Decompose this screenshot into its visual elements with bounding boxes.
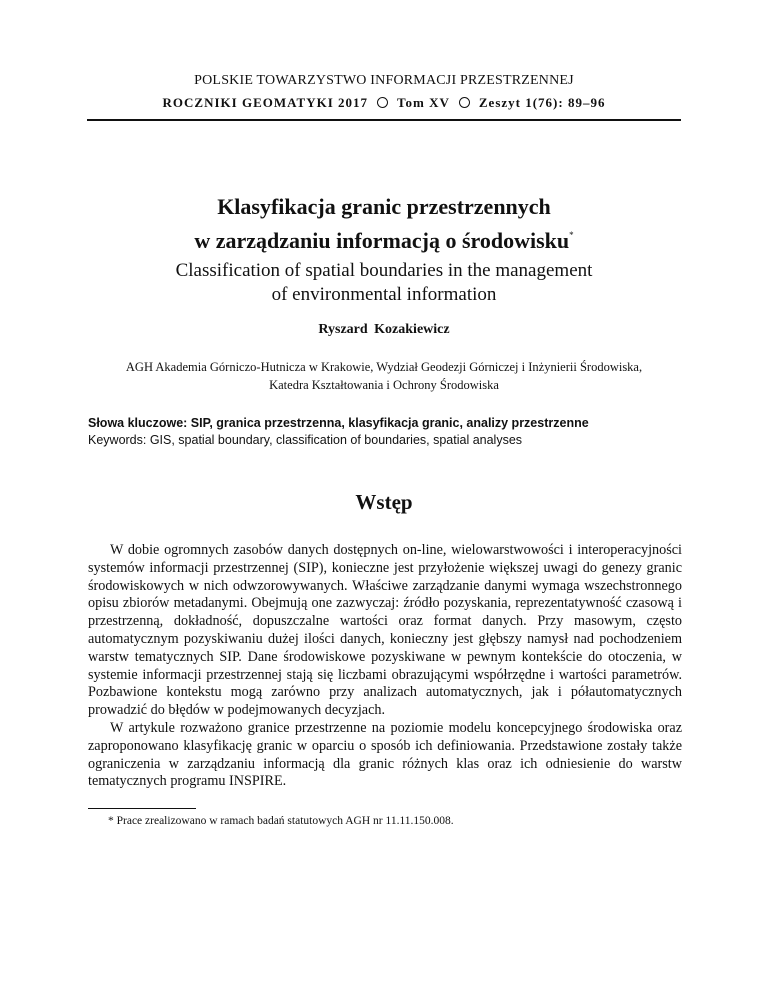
volume-label: Tom XV <box>397 95 450 110</box>
issue-label: Zeszyt 1(76): 89–96 <box>478 95 606 110</box>
subtitle-line-2: of environmental information <box>271 284 497 305</box>
keywords-english: Keywords: GIS, spatial boundary, classification of boundaries, spatial analyses <box>88 433 523 447</box>
keywords-block <box>88 415 682 449</box>
footnote: * Prace zrealizowano w ramach badań statutowych AGH nr 11.11.150.008. <box>108 815 454 827</box>
circle-separator-icon <box>377 97 388 108</box>
body-text <box>88 542 682 791</box>
author-name: Ryszard Kozakiewicz <box>318 322 450 337</box>
title-line-1: Klasyfikacja granic przestrzennych <box>217 194 551 219</box>
circle-separator-icon <box>459 97 470 108</box>
subtitle-line-1: Classification of spatial boundaries in the management <box>175 260 593 281</box>
section-heading: Wstęp <box>355 490 413 514</box>
affiliation-line-1: AGH Akademia Górniczo-Hutnicza w Krakowie, Wydział Geodezji Górniczej i Inżynierii Środowiska, <box>125 360 643 374</box>
title-footnote-marker: * <box>569 230 574 240</box>
body-paragraph-1: W dobie ogromnych zasobów danych dostępnych on-line, wielowarstwowości i interoperacyjności systemów informacji przestrzennej (SIP), konieczne jest przyłożenie większej uwagi do genezy granic środowiskowych w nich odwzorowywanych. Właściwe zarządzanie danymi wymaga wszechstronnego opisu zbiorów metadanymi. Obejmują one zazwyczaj: źródło pozyskania, reprezentatywność czasową i przestrzenną, dokładność, dopuszczalne wartości oraz format danych. Przy masowym, często automatycznym pozyskiwaniu dużej ilości danych, konieczny jest głębszy namysł nad pochodzeniem warstw tematycznych SIP. Dane środowiskowe pozyskiwane w pewnym kontekście do otoczenia, w systemie informacji przestrzennej stają się liczbami obrazującymi współrzędne i wartości parametrów. Pozbawione kontekstu mogą zarówno przy analizach automatycznych, jak i półautomatycznych prowadzić do błędów w podejmowanych decyzjach. <box>88 542 682 719</box>
title-line-2-text: w zarządzaniu informacją o środowisku <box>194 228 570 253</box>
header-rule <box>87 119 681 121</box>
journal-name: ROCZNIKI GEOMATYKI 2017 <box>162 95 369 110</box>
affiliation <box>0 358 768 394</box>
article-subtitle <box>0 259 768 307</box>
journal-header <box>0 95 768 111</box>
body-paragraph-2: W artykule rozważono granice przestrzenne na poziomie modelu koncepcyjnego środowiska oraz zaproponowano klasyfikację granic w oparciu o sposób ich definiowania. Przedstawione zostały także ograniczenia w zarządzaniu informacją dla granic różnych klas oraz ich odniesienie do warstw tematycznych programu INSPIRE. <box>88 719 682 790</box>
footnote-rule <box>88 808 196 809</box>
affiliation-line-2: Katedra Kształtowania i Ochrony Środowiska <box>269 378 499 392</box>
society-name: POLSKIE TOWARZYSTWO INFORMACJI PRZESTRZENNEJ <box>194 73 574 88</box>
title-line-2 <box>0 221 768 255</box>
article-title <box>0 193 768 255</box>
keywords-polish: Słowa kluczowe: SIP, granica przestrzenna, klasyfikacja granic, analizy przestrzenne <box>88 416 589 430</box>
